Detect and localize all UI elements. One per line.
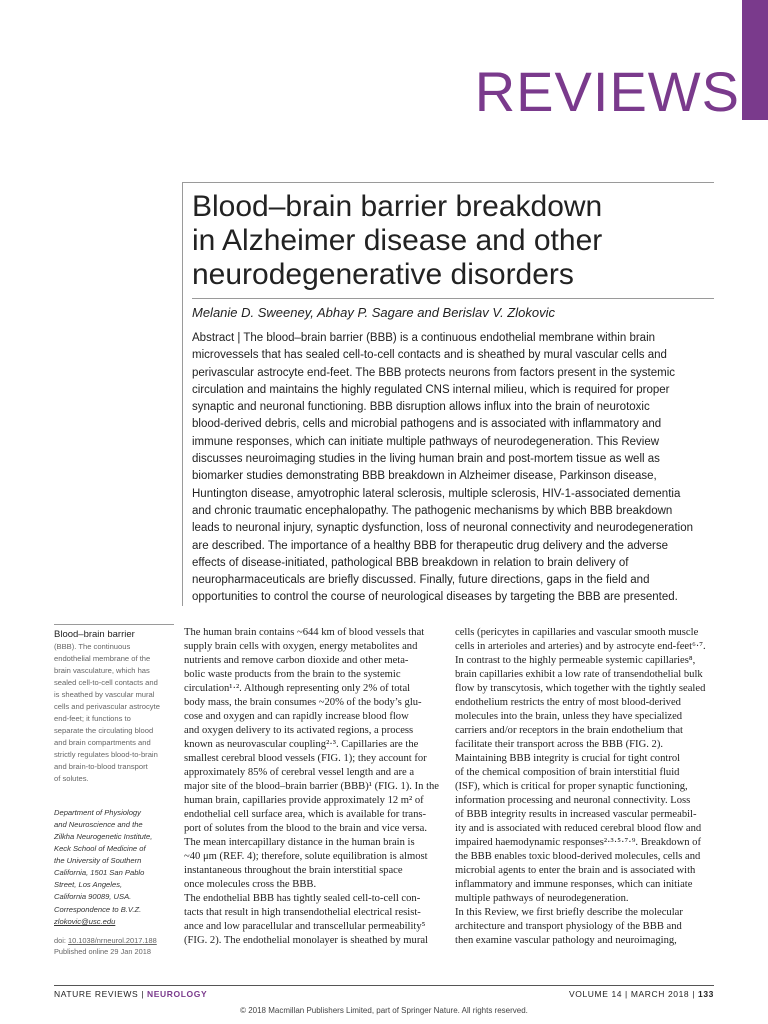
glossary-line: separate the circulating blood (54, 726, 154, 735)
body-line: The mean intercapillary distance in the human brain is (184, 837, 415, 848)
body-column-2 (455, 626, 713, 948)
body-line: of BBB integrity results in increased vascular permeabil- (455, 809, 697, 820)
body-line: tacts that result in high transendothelial electrical resist- (184, 907, 421, 918)
affiliation-line: Department of Physiology (54, 808, 141, 817)
body-line: cells (pericytes in capillaries and vascular smooth muscle (455, 627, 699, 638)
body-line: ance and low paracellular and transcellular permeability⁵ (184, 921, 426, 932)
footer-volume (569, 989, 714, 999)
abstract-line: blood-derived debris, cells and microbial pathogens and is associated with inflammatory and (192, 418, 662, 431)
body-line: In contrast to the highly permeable systemic capillaries⁸, (455, 655, 696, 666)
journal-section: NEUROLOGY (147, 989, 208, 999)
abstract-line: immune responses, which can initiate multiple pathways of neurodegeneration. This Review (192, 435, 660, 448)
abstract-line: neuropharmaceuticals are briefly discussed. Finally, future directions, gaps in the field and (192, 574, 650, 587)
page-number: 133 (698, 989, 714, 999)
body-line: body mass, the brain consumes ~20% of the body’s glu- (184, 697, 422, 708)
body-line: architecture and transport physiology of the BBB and (455, 921, 682, 932)
glossary-line: strictly regulates blood-to-brain (54, 750, 158, 759)
body-line: smallest cerebral blood vessels (FIG. 1); they account for (184, 753, 427, 764)
body-line: human brain, capillaries provide approximately 12 m² of (184, 795, 424, 806)
affiliation-line: Zilkha Neurogenetic Institute, (54, 832, 153, 841)
body-line: ity and is associated with reduced cerebral blood flow and (455, 823, 702, 834)
abstract-line: perivascular astrocyte end-feet. The BBB protects neurons from factors present in the systemic (192, 366, 676, 379)
abstract-line: effects of disease-initiated, pathological BBB breakdown in relation to brain delivery of (192, 556, 629, 569)
author-affiliation (54, 807, 179, 903)
abstract-line: microvessels that has sealed cell-to-cell contacts and is sheathed by mural vascular cells and (192, 349, 667, 362)
author-list: Melanie D. Sweeney, Abhay P. Sagare and Berislav V. Zlokovic (192, 305, 555, 320)
affiliation-line: California, 1501 San Pablo (54, 868, 145, 877)
abstract-line: Huntington disease, amyotrophic lateral sclerosis, multiple sclerosis, HIV-1-associated dementia (192, 487, 681, 500)
body-line: multiple pathways of neurodegeneration. (455, 893, 629, 904)
doi-prefix: doi: (54, 936, 66, 945)
volume-info: VOLUME 14 | MARCH 2018 | (568, 989, 696, 999)
abstract-line: circulation and maintains the highly regulated CNS internal milieu, which is required for proper (192, 383, 670, 396)
body-line: (ISF), which is critical for proper synaptic functioning, (455, 781, 688, 792)
body-line: ~40 μm (REF. 4); therefore, solute equilibration is almost (184, 851, 428, 862)
glossary-line: of solutes. (54, 774, 89, 783)
author-rule (192, 298, 714, 299)
glossary-term: Blood–brain barrier (54, 629, 135, 640)
body-line: flow by transcytosis, which together with the tightly sealed (455, 683, 706, 694)
glossary-line: cells and perivascular astrocyte (54, 702, 160, 711)
correspondence-label: Correspondence to B.V.Z. (54, 905, 142, 914)
body-line: endothelium restricts the entry of most blood-derived (455, 697, 681, 708)
body-line: molecules into the brain, unless they have specialized (455, 711, 683, 722)
body-line: carriers and/or receptors in the brain endothelium that (455, 725, 683, 736)
footer-separator: | (141, 989, 145, 999)
body-line: supply brain cells with oxygen, energy metabolites and (184, 641, 418, 652)
glossary-line: sealed cell-to-cell contacts and (54, 678, 158, 687)
body-line: Maintaining BBB integrity is crucial for tight control (455, 753, 681, 764)
abstract-line: synaptic and neuronal functioning. BBB disruption allows influx into the brain of neurotoxic (192, 401, 650, 414)
body-line: instantaneous throughout the brain interstitial space (184, 865, 403, 876)
body-line: and oxygen delivery to its activated regions, a process (184, 725, 414, 736)
body-line: cose and oxygen and can rapidly increase blood flow (184, 711, 409, 722)
body-line: inflammatory and immune responses, which can initiate (455, 879, 693, 890)
glossary-line: and brain compartments and (54, 738, 151, 747)
article-title (192, 190, 712, 292)
copyright-notice: © 2018 Macmillan Publishers Limited, part of Springer Nature. All rights reserved. (240, 1006, 528, 1015)
body-line: nutrients and remove carbon dioxide and other meta- (184, 655, 409, 666)
body-line: of the chemical composition of brain interstitial fluid (455, 767, 680, 778)
body-line: facilitate their transport across the BBB (FIG. 2). (455, 739, 663, 750)
abstract-line: are described. The importance of a healthy BBB for therapeutic drug delivery and the adverse (192, 539, 669, 552)
body-line: port of solutes from the blood to the brain and vice versa. (184, 823, 428, 834)
body-line: (FIG. 2). The endothelial monolayer is sheathed by mural (184, 935, 428, 946)
glossary-definition (54, 641, 174, 785)
body-column-1 (184, 626, 442, 948)
glossary-line: is sheathed by vascular mural (54, 690, 155, 699)
body-line: bolic waste products from the brain to the systemic (184, 669, 401, 680)
abstract-line: discusses neuroimaging studies in the living human brain and post-mortem tissue as well as (192, 453, 660, 466)
glossary-line: (BBB). The continuous (54, 642, 131, 651)
title-line: in Alzheimer disease and other (192, 224, 603, 257)
abstract-line: biomarker studies demonstrating BBB breakdown in Alzheimer disease, Parkinson disease, (192, 470, 657, 483)
glossary-line: and brain-to-blood transport (54, 762, 148, 771)
abstract-line: Abstract | The blood–brain barrier (BBB) is a continuous endothelial membrane within brain (192, 332, 656, 344)
journal-name: NATURE REVIEWS (54, 989, 139, 999)
doi-line (54, 935, 179, 946)
footer-journal (54, 989, 207, 999)
affiliation-line: the University of Southern (54, 856, 142, 865)
affiliation-line: Street, Los Angeles, (54, 880, 123, 889)
body-line: then examine vascular pathology and neuroimaging, (455, 935, 677, 946)
doi-info (54, 935, 179, 957)
abstract-line: leads to neuronal injury, synaptic dysfunction, loss of neuronal connectivity and neurodegeneration (192, 522, 693, 535)
body-line: once molecules cross the BBB. (184, 879, 317, 890)
correspondence (54, 904, 179, 928)
doi-link[interactable]: 10.1038/nrneurol.2017.188 (67, 936, 157, 945)
title-line: neurodegenerative disorders (192, 258, 574, 291)
abstract-line: opportunities to control the course of neurological diseases by targeting the BBB are presented. (192, 591, 678, 604)
affiliation-line: and Neuroscience and the (54, 820, 143, 829)
abstract-line: and chronic traumatic encephalopathy. The pathogenic mechanisms by which BBB breakdown (192, 504, 673, 517)
published-date: Published online 29 Jan 2018 (54, 947, 151, 956)
glossary-box (54, 628, 174, 785)
body-line: endothelial cell surface area, which is available for trans- (184, 809, 427, 820)
body-line: brain capillaries exhibit a low rate of transendothelial bulk (455, 669, 703, 680)
title-line: Blood–brain barrier breakdown (192, 190, 603, 223)
body-line: approximately 85% of cerebral vessel length and are a (184, 767, 415, 778)
abstract (192, 330, 714, 607)
body-line: major site of the blood–brain barrier (BBB)¹ (FIG. 1). In the (184, 781, 440, 792)
glossary-line: brain vasculature, which has (54, 666, 150, 675)
affiliation-line: California 90089, USA. (54, 892, 132, 901)
body-line: In this Review, we first briefly describe the molecular (455, 907, 683, 918)
body-line: The human brain contains ~644 km of blood vessels that (184, 627, 425, 638)
body-line: known as neurovascular coupling²·³. Capillaries are the (184, 739, 419, 750)
body-line: information processing and neuronal connectivity. Loss (455, 795, 691, 806)
section-header: REVIEWS (474, 60, 740, 123)
affiliation-line: Keck School of Medicine of (54, 844, 146, 853)
glossary-line: endothelial membrane of the (54, 654, 151, 663)
body-line: microbial agents to enter the brain and is associated with (455, 865, 696, 876)
title-rule-vertical (182, 182, 183, 606)
body-line: The endothelial BBB has tightly sealed cell-to-cell con- (184, 893, 421, 904)
body-line: impaired haemodynamic responses²·³·⁵·⁷·⁹. Breakdown of (455, 837, 702, 848)
title-rule-horizontal (182, 182, 714, 183)
body-line: cells in arterioles and arteries) and by astrocyte end-feet⁶·⁷. (455, 641, 706, 652)
section-color-tab (742, 0, 768, 120)
glossary-line: end-feet; it functions to (54, 714, 131, 723)
correspondence-email-link[interactable]: zlokovic@usc.edu (54, 917, 116, 926)
sidebar-rule (54, 624, 174, 625)
body-line: circulation¹·². Although representing only 2% of total (184, 683, 411, 694)
footer-rule (54, 985, 714, 986)
body-line: the BBB enables toxic blood-derived molecules, cells and (455, 851, 701, 862)
